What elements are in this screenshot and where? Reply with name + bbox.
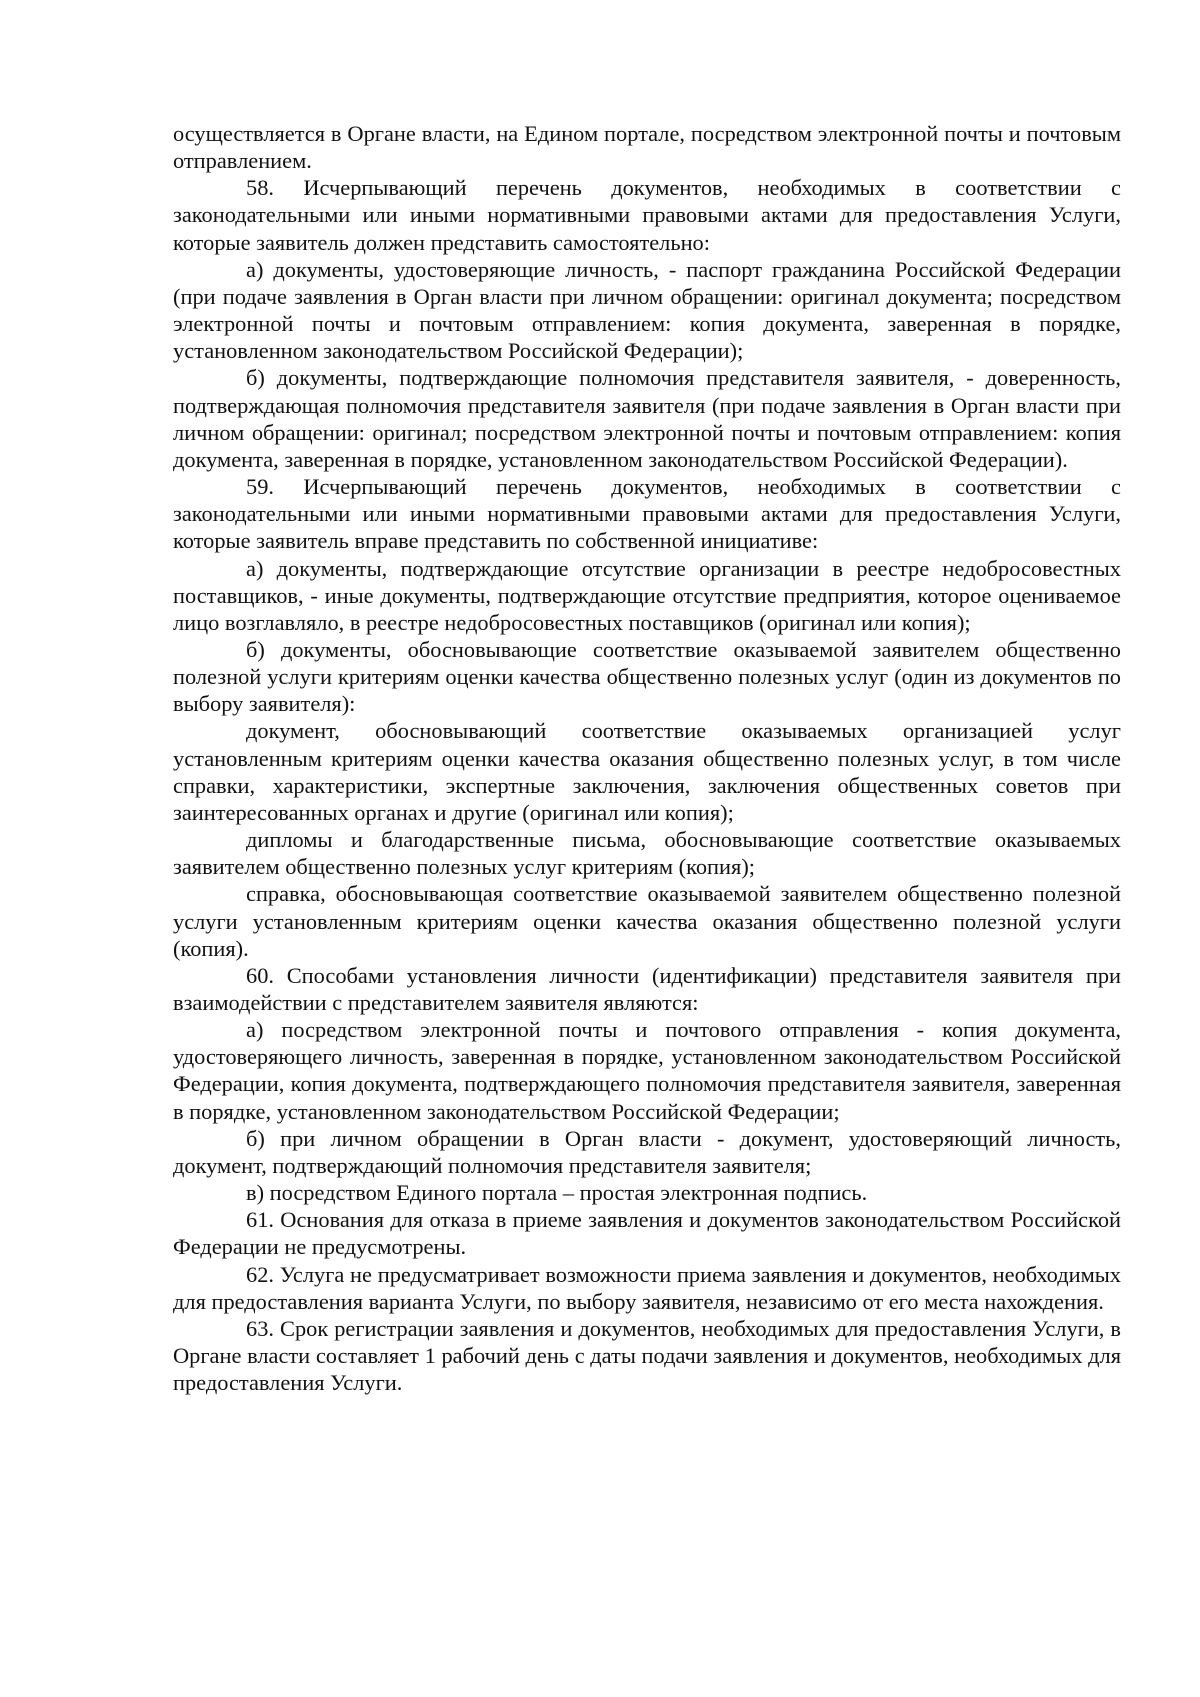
paragraph-59-b-document: документ, обосновывающий соответствие оказываемых организацией услуг установленным критериям оценки качества оказания общественно полезных услуг, в том числе справки, характеристики, экспертные заключения, заключения общественных советов при заинтересованных органах и другие (оригинал или копия); [173, 718, 1121, 825]
paragraph-59-b: б) документы, обосновывающие соответствие оказываемой заявителем общественно полезной услуги критериям оценки качества общественно полезных услуг (один из документов по выбору заявителя): [173, 636, 1121, 717]
paragraph-59: 59. Исчерпывающий перечень документов, необходимых в соответствии с законодательными или иными нормативными правовыми актами для предоставления Услуги, которые заявитель вправе представить по собственной инициативе: [173, 474, 1121, 554]
paragraph-61: 61. Основания для отказа в приеме заявления и документов законодательством Российской Федерации не предусмотрены. [173, 1207, 1121, 1260]
paragraph-62: 62. Услуга не предусматривает возможности приема заявления и документов, необходимых для предоставления варианта Услуги, по выбору заявителя, независимо от его места нахождения. [173, 1261, 1121, 1314]
paragraph-continuation: осуществляется в Органе власти, на Едином портале, посредством электронной почты и почтовым отправлением. [173, 121, 1121, 174]
paragraph-58: 58. Исчерпывающий перечень документов, необходимых в соответствии с законодательными или иными нормативными правовыми актами для предоставления Услуги, которые заявитель должен представить самостоятельно: [173, 175, 1121, 255]
document-page [173, 120, 1121, 1396]
paragraph-58-b: б) документы, подтверждающие полномочия представителя заявителя, - доверенность, подтверждающая полномочия представителя заявителя (при подаче заявления в Орган власти при личном обращении: оригинал; посредством электронной почты и почтовым отправлением: копия документа, заверенная в порядке, установленном законодательством Российской Федерации). [173, 365, 1121, 472]
paragraph-60: 60. Способами установления личности (идентификации) представителя заявителя при взаимодействии с представителем заявителя являются: [173, 962, 1121, 1015]
paragraph-59-b-diplomas: дипломы и благодарственные письма, обосновывающие соответствие оказываемых заявителем общественно полезных услуг критериям (копия); [173, 827, 1121, 880]
paragraph-60-b: б) при личном обращении в Орган власти - документ, удостоверяющий личность, документ, подтверждающий полномочия представителя заявителя; [173, 1125, 1121, 1178]
paragraph-60-v: в) посредством Единого портала – простая электронная подпись. [246, 1180, 868, 1206]
paragraph-60-a: а) посредством электронной почты и почтового отправления - копия документа, удостоверяющего личность, заверенная в порядке, установленном законодательством Российской Федерации, копия документа, подтверждающего полномочия представителя заявителя, заверенная в порядке, установленном законодательством Российской Федерации; [173, 1017, 1121, 1124]
paragraph-63: 63. Срок регистрации заявления и документов, необходимых для предоставления Услуги, в Органе власти составляет 1 рабочий день с даты подачи заявления и документов, необходимых для предоставления Услуги. [173, 1315, 1121, 1396]
paragraph-59-a: а) документы, подтверждающие отсутствие организации в реестре недобросовестных поставщиков, - иные документы, подтверждающие отсутствие предприятия, которое оцениваемое лицо возглавляло, в реестре недобросовестных поставщиков (оригинал или копия); [173, 555, 1121, 635]
paragraph-59-b-certificate: справка, обосновывающая соответствие оказываемой заявителем общественно полезной услуги установленным критериям оценки качества оказания общественно полезной услуги (копия). [173, 881, 1121, 961]
paragraph-58-a: а) документы, удостоверяющие личность, - паспорт гражданина Российской Федерации (при подаче заявления в Орган власти при личном обращении: оригинал документа; посредством электронной почты и почтовым отправлением: копия документа, заверенная в порядке, установленном законодательством Российской Федерации); [173, 256, 1121, 364]
